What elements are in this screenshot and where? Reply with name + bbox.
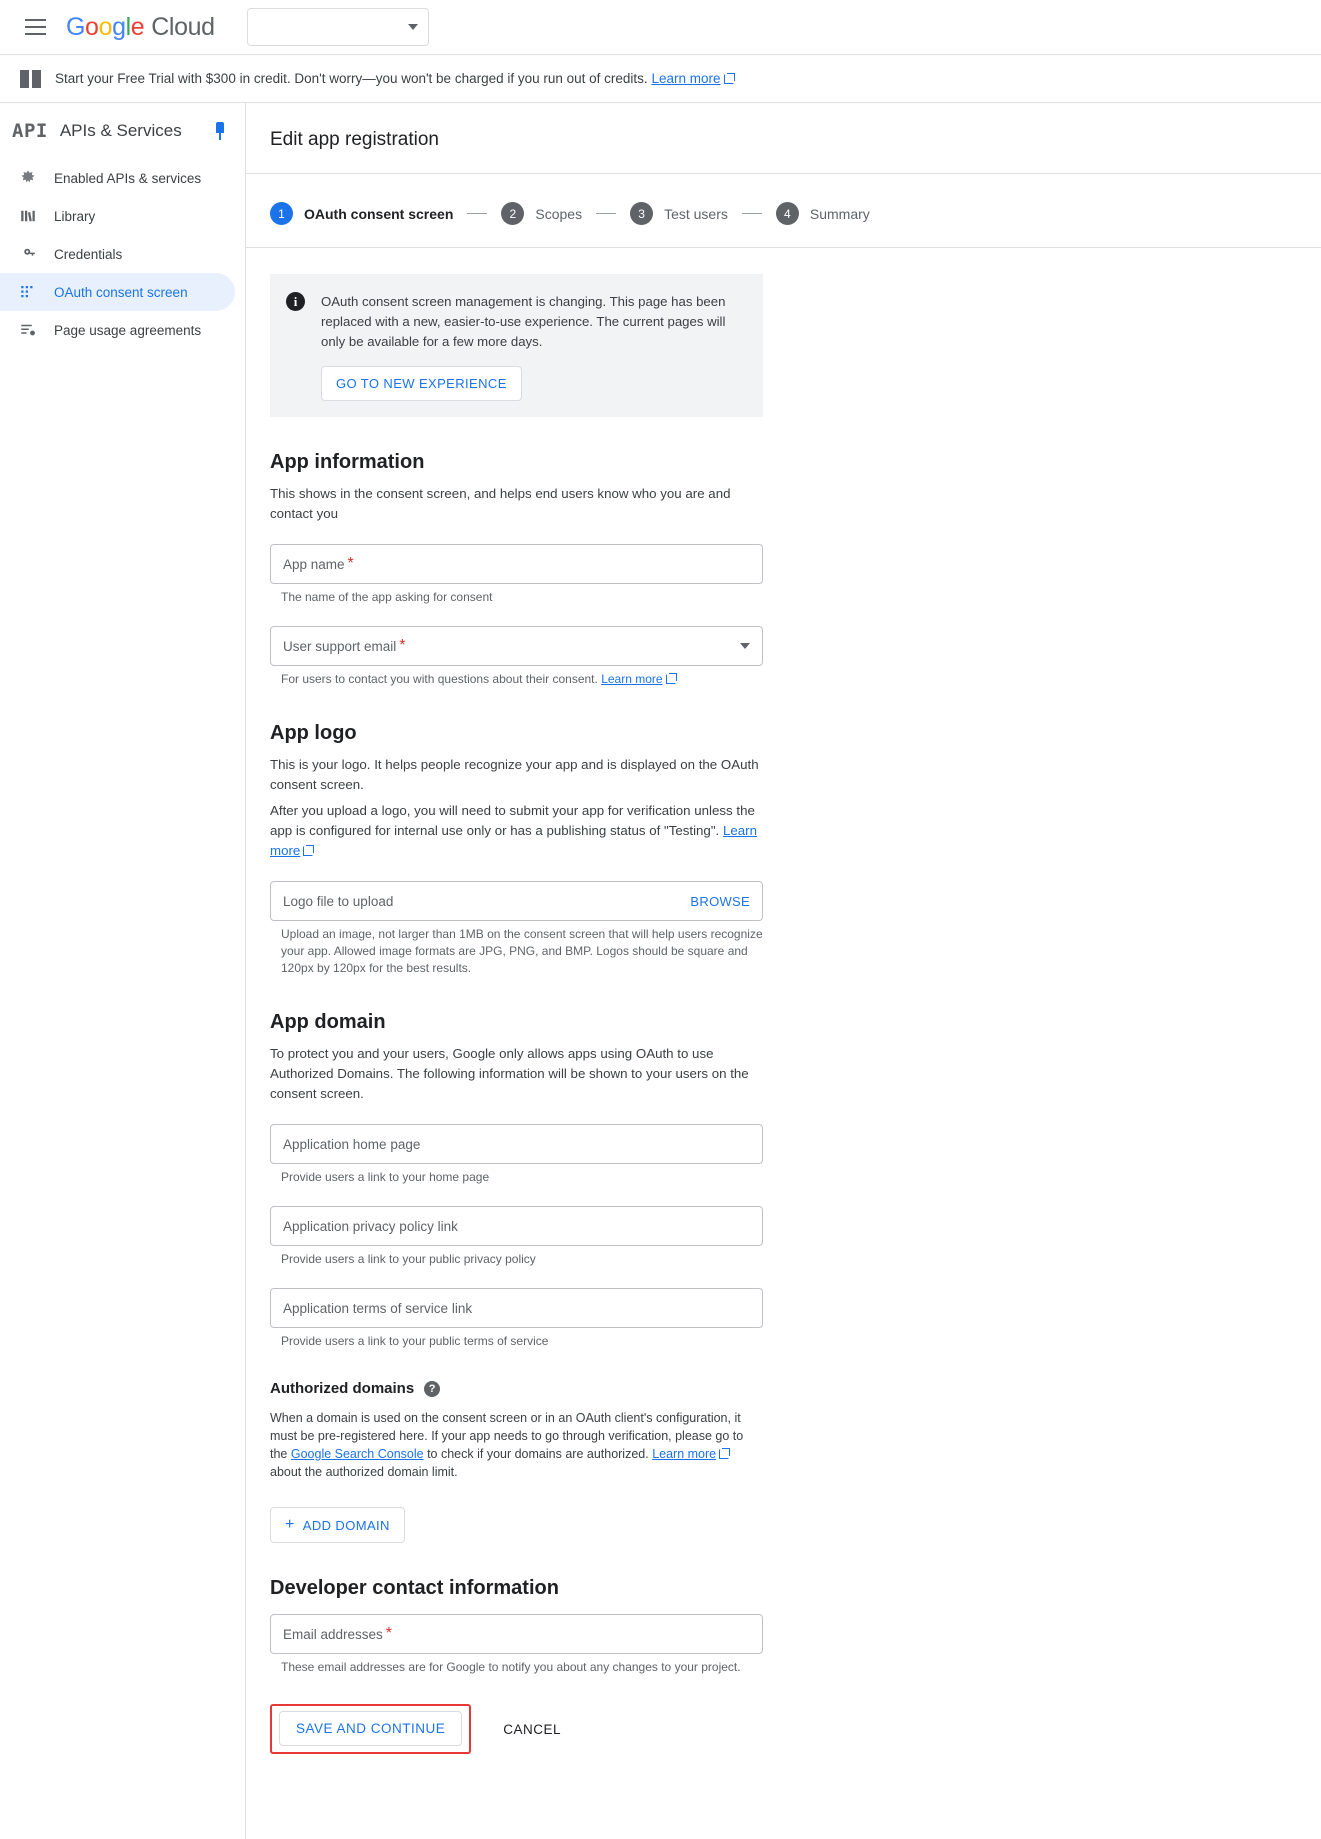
library-icon — [18, 206, 38, 226]
sidebar-item-label: Page usage agreements — [54, 322, 202, 338]
developer-email-label: Email addresses — [283, 1626, 383, 1642]
migration-notice — [270, 274, 763, 417]
logo-upload-hint: Upload an image, not larger than 1MB on the consent screen that will help users recognize your app. Allowed image formats are JPG, PNG, and BMP. Logos should be square and 120px by 120px for the best results. — [281, 927, 763, 975]
external-link-icon — [666, 673, 677, 684]
authorized-domains-description: When a domain is used on the consent screen or in an OAuth client's configuration, it must be pre-registered here. If your app needs to go through verification, please go to the Google Search Console to check if your domains are authorized. Learn more about the authorized domain limit. — [270, 1411, 744, 1479]
browse-button[interactable]: BROWSE — [690, 893, 750, 909]
help-icon[interactable]: ? — [424, 1381, 440, 1397]
google-cloud-logo[interactable]: Google Cloud — [66, 12, 215, 41]
key-icon — [18, 244, 38, 264]
pin-icon[interactable] — [211, 122, 229, 140]
app-domain-heading: App domain — [270, 1011, 386, 1033]
sidebar-item-page-usage-agreements[interactable] — [0, 311, 235, 349]
step-scopes[interactable] — [501, 202, 582, 225]
app-name-field — [270, 544, 763, 606]
terms-of-service-link-input[interactable] — [270, 1288, 763, 1328]
terms-of-service-link-hint: Provide users a link to your public terms of service — [281, 1334, 549, 1348]
app-information-description: This shows in the consent screen, and helps end users know who you are and contact you — [270, 486, 731, 521]
free-trial-learn-more-link[interactable]: Learn more — [651, 71, 734, 86]
application-home-page-field — [270, 1124, 763, 1186]
app-logo-description-1: This is your logo. It helps people recognize your app and is displayed on the OAuth consent screen. — [270, 757, 759, 792]
developer-contact-heading: Developer contact information — [270, 1577, 559, 1599]
enabled-apis-icon — [18, 168, 38, 188]
consent-screen-icon — [18, 282, 38, 302]
form-actions — [270, 1704, 1006, 1754]
required-marker: * — [347, 555, 354, 572]
external-link-icon — [303, 845, 314, 856]
add-domain-label: ADD DOMAIN — [302, 1517, 390, 1533]
save-and-continue-button[interactable]: SAVE AND CONTINUE — [279, 1711, 462, 1746]
privacy-policy-link-input[interactable] — [270, 1206, 763, 1246]
required-marker: * — [385, 1625, 393, 1642]
google-search-console-link[interactable]: Google Search Console — [290, 1447, 424, 1461]
step-label: OAuth consent screen — [304, 205, 454, 222]
step-separator — [742, 213, 762, 214]
step-label: Scopes — [535, 205, 583, 222]
api-logo: API — [12, 120, 48, 142]
sidebar-item-label: Library — [54, 208, 96, 224]
gift-icon — [20, 69, 41, 88]
user-support-email-hint: For users to contact you with questions about their consent. Learn more — [281, 671, 763, 688]
sidebar-item-credentials[interactable] — [0, 235, 235, 273]
developer-email-hint: These email addresses are for Google to notify you about any changes to your project. — [281, 1660, 741, 1674]
step-test-users[interactable] — [630, 202, 728, 225]
plus-icon: + — [285, 1516, 295, 1533]
logo-file-label: Logo file to upload — [283, 893, 394, 909]
app-name-input[interactable] — [270, 544, 763, 584]
sidebar-item-label: Credentials — [54, 246, 123, 262]
developer-email-field — [270, 1614, 763, 1676]
page-title: Edit app registration — [246, 103, 1321, 174]
form-content — [246, 248, 1006, 1794]
logo-upload-field — [270, 881, 763, 977]
free-trial-text — [55, 71, 735, 86]
authorized-domains-learn-more-link[interactable]: Learn more — [652, 1447, 730, 1461]
sidebar-item-label: OAuth consent screen — [54, 284, 188, 300]
user-support-email-label: User support email — [283, 638, 397, 654]
support-email-learn-more-link[interactable]: Learn more — [601, 672, 676, 686]
application-home-page-input[interactable] — [270, 1124, 763, 1164]
main-content — [246, 103, 1321, 1839]
application-home-page-hint: Provide users a link to your home page — [281, 1170, 490, 1184]
step-number: 2 — [501, 202, 524, 225]
step-label: Test users — [664, 205, 728, 222]
sidebar — [0, 103, 246, 1839]
external-link-icon — [724, 73, 735, 84]
sidebar-header — [0, 103, 245, 159]
app-logo-heading: App logo — [270, 722, 357, 744]
sidebar-item-library[interactable] — [0, 197, 235, 235]
sidebar-item-oauth-consent-screen[interactable] — [0, 273, 235, 311]
sidebar-item-enabled-apis[interactable] — [0, 159, 235, 197]
terms-of-service-link-field — [270, 1288, 763, 1350]
sidebar-title: APIs & Services — [59, 121, 182, 140]
step-separator — [596, 213, 616, 214]
add-domain-button[interactable] — [270, 1507, 405, 1543]
external-link-icon — [719, 1448, 730, 1459]
terms-of-service-link-label: Application terms of service link — [283, 1300, 473, 1316]
step-separator — [467, 213, 487, 214]
step-number: 3 — [630, 202, 653, 225]
wizard-stepper — [246, 174, 1321, 248]
logo-file-input[interactable] — [270, 881, 763, 921]
info-icon: i — [286, 292, 305, 311]
user-support-email-field — [270, 626, 763, 688]
app-information-heading: App information — [270, 451, 425, 473]
chevron-down-icon — [408, 24, 418, 30]
privacy-policy-link-hint: Provide users a link to your public privacy policy — [281, 1252, 536, 1266]
agreements-icon — [18, 320, 38, 340]
chevron-down-icon — [740, 643, 750, 649]
free-trial-banner — [0, 55, 1321, 103]
cancel-button[interactable]: CANCEL — [503, 1721, 562, 1737]
app-logo-learn-more-link[interactable]: Learn more — [270, 823, 757, 858]
top-bar — [0, 0, 1321, 55]
user-support-email-select[interactable] — [270, 626, 763, 666]
app-name-label: App name — [283, 556, 345, 572]
free-trial-message: Start your Free Trial with $300 in credit. Don't worry—you won't be charged if you run out of credits. — [55, 71, 648, 86]
privacy-policy-link-label: Application privacy policy link — [283, 1218, 458, 1234]
authorized-domains-heading: Authorized domains ? — [270, 1380, 1006, 1397]
page-layout — [0, 103, 1321, 1839]
privacy-policy-link-field — [270, 1206, 763, 1268]
required-marker: * — [399, 637, 406, 654]
step-oauth-consent-screen[interactable] — [270, 202, 453, 225]
step-number: 1 — [270, 202, 293, 225]
step-summary[interactable] — [776, 202, 870, 225]
application-home-page-label: Application home page — [283, 1136, 421, 1152]
sidebar-item-label: Enabled APIs & services — [54, 170, 202, 186]
app-logo-description-2: After you upload a logo, you will need to submit your app for verification unless the app is configured for internal use only or has a publishing status of "Testing". Learn more — [270, 803, 757, 858]
app-domain-description: To protect you and your users, Google only allows apps using OAuth to use Authorized Domains. The following information will be shown to your users on the consent screen. — [270, 1046, 749, 1101]
hamburger-icon[interactable] — [18, 10, 52, 44]
app-name-hint: The name of the app asking for consent — [281, 590, 493, 604]
cloud-wordmark: Cloud — [151, 12, 215, 41]
step-number: 4 — [776, 202, 799, 225]
save-button-highlight — [270, 1704, 471, 1754]
developer-email-input[interactable] — [270, 1614, 763, 1654]
project-selector[interactable] — [247, 8, 429, 46]
migration-notice-text: OAuth consent screen management is changing. This page has been replaced with a new, easier-to-use experience. The current pages will only be available for a few more days. — [321, 294, 726, 349]
go-to-new-experience-button[interactable]: GO TO NEW EXPERIENCE — [321, 366, 522, 401]
step-label: Summary — [809, 205, 870, 222]
